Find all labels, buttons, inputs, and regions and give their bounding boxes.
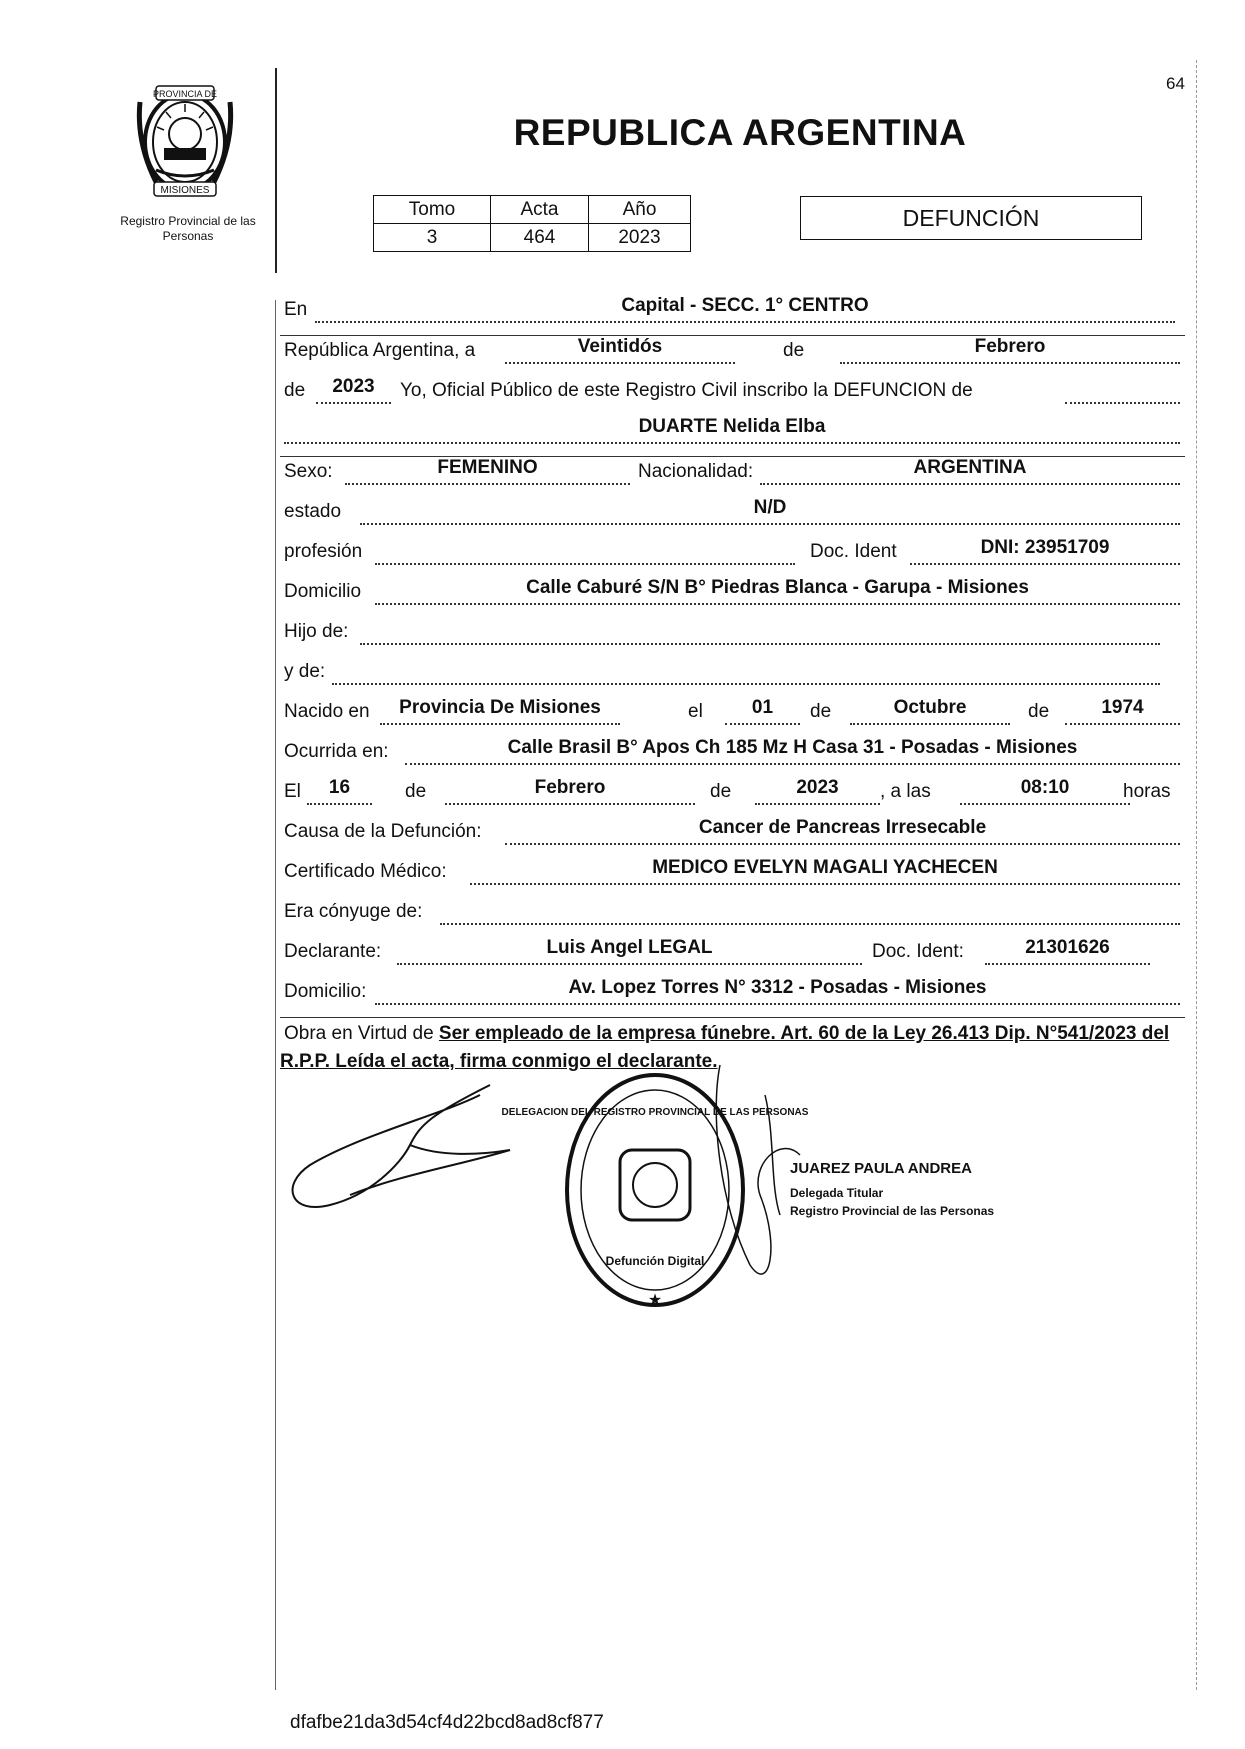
row-fecha-defuncion	[280, 777, 1185, 817]
value-decl-doc: 21301626	[985, 937, 1150, 965]
label-de: de	[783, 340, 805, 361]
label-ocurrida: Ocurrida en:	[284, 741, 389, 762]
header-acta: Acta	[491, 196, 589, 224]
label-horas: horas	[1123, 781, 1171, 802]
record-table	[373, 195, 691, 252]
value-def-month: Febrero	[445, 777, 695, 805]
row-declarante	[280, 937, 1185, 977]
row-nacido	[280, 697, 1185, 737]
value-conyuge	[440, 897, 1180, 925]
value-nacionalidad: ARGENTINA	[760, 457, 1180, 485]
inscription-text: Yo, Oficial Público de este Registro Civil inscribo la DEFUNCION de	[400, 380, 973, 401]
deceased-name: DUARTE Nelida Elba	[284, 416, 1180, 444]
label-declarante: Declarante:	[284, 941, 382, 962]
signature-and-stamp-area	[280, 1055, 1060, 1325]
label-de-year: de	[284, 380, 306, 401]
svg-text:★: ★	[647, 1292, 663, 1309]
signer-name: JUAREZ PAULA ANDREA	[790, 1160, 972, 1177]
label-nacionalidad: Nacionalidad:	[638, 461, 754, 482]
label-domicilio: Domicilio	[284, 581, 362, 602]
organization-name: Registro Provincial de las Personas	[120, 214, 256, 243]
value-acta: 464	[491, 224, 589, 252]
value-month: Febrero	[840, 336, 1180, 364]
signer-role: Delegada Titular	[790, 1186, 884, 1200]
value-birth-place: Provincia De Misiones	[380, 697, 620, 725]
label-de-birth2: de	[1028, 701, 1050, 722]
row-estado	[280, 497, 1185, 537]
value-birth-day: 01	[725, 697, 800, 725]
value-profesion	[375, 537, 795, 565]
document-hash: dfafbe21da3d54cf4d22bcd8ad8cf877	[290, 1712, 604, 1733]
header-ano: Año	[589, 196, 691, 224]
declarant-signature	[293, 1085, 510, 1207]
value-year: 2023	[316, 376, 391, 404]
row-profesion	[280, 537, 1185, 577]
row-year	[280, 376, 1185, 416]
value-sexo: FEMENINO	[345, 457, 630, 485]
label-domicilio-decl: Domicilio:	[284, 981, 367, 1002]
signer-org: Registro Provincial de las Personas	[790, 1204, 995, 1218]
value-hijo-de	[360, 617, 1160, 645]
label-profesion: profesión	[284, 541, 363, 562]
label-republica: República Argentina, a	[284, 340, 476, 361]
value-def-day: 16	[307, 777, 372, 805]
value-domicilio-decl: Av. Lopez Torres N° 3312 - Posadas - Misiones	[375, 977, 1180, 1005]
value-certificado: MEDICO EVELYN MAGALI YACHECEN	[470, 857, 1180, 885]
document-title: REPUBLICA ARGENTINA	[513, 112, 967, 153]
value-birth-month: Octubre	[850, 697, 1010, 725]
death-certificate-form	[280, 295, 1185, 1076]
value-domicilio: Calle Caburé S/N B° Piedras Blanca - Garupa - Misiones	[375, 577, 1180, 605]
svg-text:MISIONES: MISIONES	[160, 185, 210, 196]
right-margin-line	[1196, 60, 1198, 1690]
label-y-de: y de:	[284, 661, 326, 682]
label-el-def: El	[284, 781, 301, 802]
label-causa: Causa de la Defunción:	[284, 821, 482, 842]
record-type-box: DEFUNCIÓN	[800, 196, 1142, 240]
label-sexo: Sexo:	[284, 461, 333, 482]
value-y-de	[332, 657, 1160, 685]
label-a-las: , a las	[880, 781, 931, 802]
row-hijo-de	[280, 617, 1185, 657]
value-doc-ident: DNI: 23951709	[910, 537, 1180, 565]
value-estado: N/D	[360, 497, 1180, 525]
value-tomo: 3	[374, 224, 491, 252]
row-ocurrida	[280, 737, 1185, 777]
label-hijo-de: Hijo de:	[284, 621, 349, 642]
row-sexo	[280, 457, 1185, 497]
label-conyuge: Era cónyuge de:	[284, 901, 423, 922]
label-decl-doc: Doc. Ident:	[872, 941, 964, 962]
blank-year-row	[1065, 376, 1180, 404]
official-signature	[716, 1065, 800, 1274]
value-def-time: 08:10	[960, 777, 1130, 805]
record-table-header-row	[374, 196, 691, 224]
row-causa	[280, 817, 1185, 857]
label-nacido-en: Nacido en	[284, 701, 370, 722]
header-divider	[275, 68, 277, 273]
left-margin-line	[275, 300, 276, 1690]
value-ano: 2023	[589, 224, 691, 252]
value-causa: Cancer de Pancreas Irresecable	[505, 817, 1180, 845]
seal-ring-text: DELEGACION DEL REGISTRO PROVINCIAL DE LAS PERSONAS	[501, 1107, 809, 1118]
row-y-de	[280, 657, 1185, 697]
row-name	[280, 416, 1185, 457]
label-doc-ident: Doc. Ident	[810, 541, 897, 562]
row-domicilio	[280, 577, 1185, 617]
svg-text:PROVINCIA DE: PROVINCIA DE	[152, 89, 218, 99]
value-en: Capital - SECC. 1° CENTRO	[315, 295, 1175, 323]
label-de-def2: de	[710, 781, 732, 802]
seal-inner-text: Defunción Digital	[605, 1254, 705, 1268]
row-certificado	[280, 857, 1185, 897]
label-estado: estado	[284, 501, 342, 522]
label-obra: Obra en Virtud de	[284, 1023, 434, 1044]
province-coat-of-arms-logo	[126, 82, 244, 200]
header-tomo: Tomo	[374, 196, 491, 224]
label-certificado: Certificado Médico:	[284, 861, 447, 882]
label-en: En	[284, 299, 308, 320]
row-conyuge	[280, 897, 1185, 937]
value-birth-year: 1974	[1065, 697, 1180, 725]
value-declarante: Luis Angel LEGAL	[397, 937, 862, 965]
record-table-value-row	[374, 224, 691, 252]
row-en	[280, 295, 1185, 336]
value-ocurrida: Calle Brasil B° Apos Ch 185 Mz H Casa 31 - Posadas - Misiones	[405, 737, 1180, 765]
row-date	[280, 336, 1185, 376]
value-def-year: 2023	[755, 777, 880, 805]
value-day: Veintidós	[505, 336, 735, 364]
page-number: 64	[1166, 74, 1185, 93]
label-de-def: de	[405, 781, 427, 802]
row-domicilio-declarante	[280, 977, 1185, 1018]
value-obra: Ser empleado de la empresa fúnebre. Art. 60 de la Ley 26.413 Dip. N°541/2023 del R.P.P. Leída el acta, firma conmigo el declarante.	[280, 1023, 1170, 1072]
label-de-birth: de	[810, 701, 832, 722]
label-el: el	[688, 701, 703, 722]
